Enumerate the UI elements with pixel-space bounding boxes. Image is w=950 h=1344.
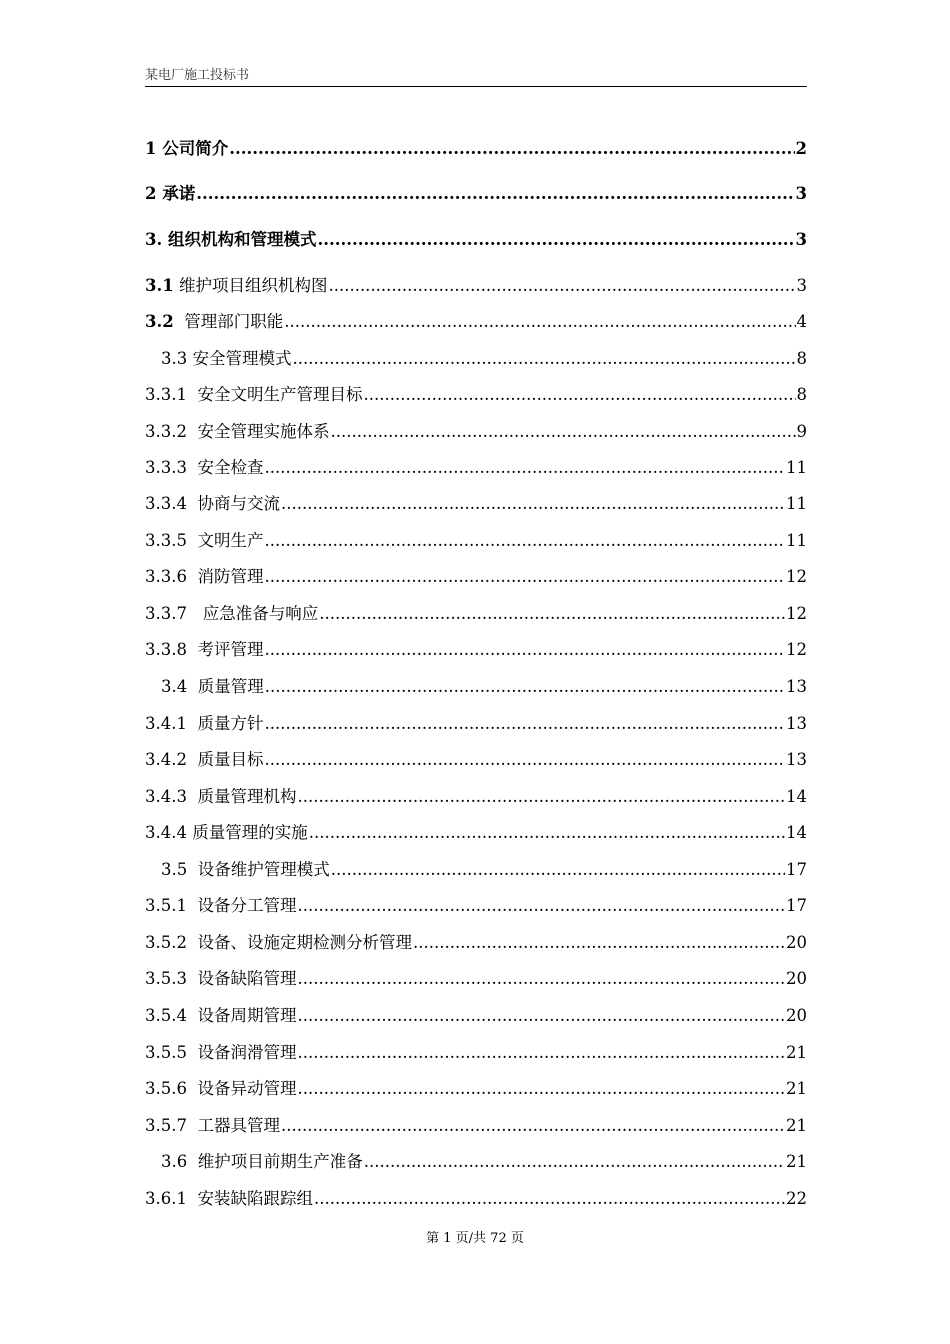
toc-entry-page: 20	[786, 969, 807, 988]
toc-entry[interactable]	[145, 1187, 807, 1211]
toc-entry-page: 8	[796, 349, 807, 368]
toc-entry-page: 20	[786, 933, 807, 952]
toc-entry[interactable]	[145, 383, 807, 407]
toc-dot-leader	[413, 931, 785, 955]
toc-dot-leader	[317, 228, 794, 252]
toc-entry-title: 应急准备与响应	[186, 604, 319, 623]
toc-dot-leader	[264, 748, 785, 772]
toc-entry[interactable]	[145, 492, 807, 516]
toc-entry-number: 2	[145, 184, 157, 203]
toc-dot-leader	[229, 137, 794, 161]
toc-dot-leader	[293, 347, 796, 371]
toc-dot-leader	[297, 1077, 785, 1101]
toc-entry[interactable]	[145, 712, 807, 736]
toc-entry-title: 设备分工管理	[186, 896, 297, 915]
toc-entry-title: 考评管理	[186, 640, 264, 659]
toc-entry[interactable]	[145, 1041, 807, 1065]
toc-entry-number: 3.	[145, 230, 163, 249]
toc-entry-title: 安全管理模式	[187, 349, 292, 368]
toc-entry-title: 组织机构和管理模式	[162, 230, 317, 249]
toc-entry[interactable]	[145, 274, 807, 298]
toc-dot-leader	[264, 456, 785, 480]
toc-dot-leader	[331, 858, 785, 882]
page-header	[145, 66, 807, 87]
toc-dot-leader	[314, 1187, 785, 1211]
toc-dot-leader	[281, 1114, 785, 1138]
toc-entry-page: 11	[786, 458, 807, 477]
toc-entry-title: 设备维护管理模式	[187, 860, 330, 879]
toc-entry-title: 维护项目组织机构图	[173, 276, 328, 295]
toc-entry-title: 质量管理的实施	[186, 823, 308, 842]
toc-entry-title: 质量方针	[186, 714, 264, 733]
toc-entry-title: 承诺	[156, 184, 196, 203]
toc-entry-number: 3.3.7	[145, 604, 187, 623]
toc-entry[interactable]	[145, 931, 807, 955]
toc-entry-title: 质量管理	[187, 677, 264, 696]
toc-entry[interactable]	[145, 858, 807, 882]
toc-entry-page: 22	[786, 1189, 807, 1208]
toc-dot-leader	[364, 1150, 785, 1174]
toc-entry-page: 4	[796, 312, 807, 331]
toc-entry-number: 3.5.7	[145, 1116, 187, 1135]
toc-entry-page: 17	[786, 896, 807, 915]
toc-entry[interactable]	[145, 565, 807, 589]
toc-entry-title: 设备、设施定期检测分析管理	[186, 933, 412, 952]
toc-entry-title: 设备周期管理	[186, 1006, 297, 1025]
toc-entry-page: 11	[786, 531, 807, 550]
toc-entry-number: 3.2	[145, 312, 174, 331]
toc-entry-page: 3	[796, 276, 807, 295]
toc-entry-page: 3	[795, 184, 807, 203]
toc-entry[interactable]	[145, 1150, 807, 1174]
toc-entry-number: 3.1	[145, 276, 174, 295]
toc-entry-number: 3.4.4	[145, 823, 187, 842]
toc-entry[interactable]	[145, 1114, 807, 1138]
toc-dot-leader	[284, 310, 795, 334]
toc-entry-number: 3.3.3	[145, 458, 187, 477]
toc-entry-title: 消防管理	[186, 567, 264, 586]
toc-entry-title: 公司简介	[156, 139, 229, 158]
toc-entry-number: 3.5.4	[145, 1006, 187, 1025]
toc-entry-page: 21	[786, 1152, 807, 1171]
toc-entry[interactable]	[145, 456, 807, 480]
toc-entry-title: 安装缺陷跟踪组	[186, 1189, 313, 1208]
toc-entry-number: 3.5.3	[145, 969, 187, 988]
toc-entry-number: 3.3.6	[145, 567, 187, 586]
toc-entry-number: 3.3.1	[145, 385, 187, 404]
toc-entry-title: 质量管理机构	[186, 787, 297, 806]
toc-entry-page: 11	[786, 494, 807, 513]
toc-dot-leader	[309, 821, 785, 845]
toc-entry[interactable]	[145, 785, 807, 809]
toc-dot-leader	[297, 967, 785, 991]
toc-entry[interactable]	[145, 228, 807, 252]
toc-entry[interactable]	[145, 137, 807, 161]
toc-entry-title: 安全文明生产管理目标	[186, 385, 363, 404]
toc-entry-title: 设备缺陷管理	[186, 969, 297, 988]
toc-dot-leader	[264, 565, 785, 589]
toc-entry-page: 12	[786, 640, 807, 659]
toc-entry-number: 3.5.5	[145, 1043, 187, 1062]
toc-entry-number: 3.4	[161, 677, 188, 696]
toc-entry-page: 13	[786, 714, 807, 733]
toc-entry-number: 3.5.6	[145, 1079, 187, 1098]
toc-entry-page: 21	[786, 1079, 807, 1098]
toc-dot-leader	[297, 785, 785, 809]
toc-entry-page: 9	[796, 422, 807, 441]
toc-entry-page: 3	[795, 230, 807, 249]
toc-entry-title: 协商与交流	[186, 494, 280, 513]
toc-entry-title: 管理部门职能	[173, 312, 284, 331]
toc-entry-number: 3.6.1	[145, 1189, 187, 1208]
toc-entry[interactable]	[145, 1077, 807, 1101]
toc-entry-number: 3.4.1	[145, 714, 187, 733]
toc-entry-page: 21	[786, 1116, 807, 1135]
toc-dot-leader	[297, 894, 785, 918]
toc-dot-leader	[281, 492, 785, 516]
toc-dot-leader	[196, 182, 794, 206]
toc-entry-number: 3.5.2	[145, 933, 187, 952]
toc-entry-number: 3.6	[161, 1152, 188, 1171]
toc-entry-page: 14	[786, 823, 807, 842]
toc-entry-title: 安全管理实施体系	[186, 422, 330, 441]
toc-entry-number: 3.3.5	[145, 531, 187, 550]
toc-entry-number: 3.3.8	[145, 640, 187, 659]
toc-entry-page: 13	[786, 677, 807, 696]
toc-dot-leader	[265, 675, 785, 699]
toc-entry-number: 3.3	[161, 349, 188, 368]
toc-dot-leader	[297, 1041, 785, 1065]
toc-entry-page: 13	[786, 750, 807, 769]
toc-dot-leader	[264, 529, 785, 553]
toc-dot-leader	[363, 383, 795, 407]
toc-entry[interactable]	[145, 602, 807, 626]
toc-entry[interactable]	[145, 821, 807, 845]
page-footer	[0, 1230, 950, 1248]
toc-dot-leader	[264, 712, 785, 736]
toc-entry-page: 12	[786, 604, 807, 623]
toc-entry-page: 14	[786, 787, 807, 806]
toc-entry-title: 设备润滑管理	[186, 1043, 297, 1062]
toc-entry-title: 安全检查	[186, 458, 264, 477]
header-title: 某电厂施工投标书	[145, 68, 250, 83]
toc-entry-number: 3.4.3	[145, 787, 187, 806]
footer-page-number: 第 1 页/共 72 页	[426, 1231, 524, 1246]
toc-entry-page: 21	[786, 1043, 807, 1062]
toc-entry-page: 17	[786, 860, 807, 879]
toc-entry-number: 3.5.1	[145, 896, 187, 915]
toc-entry-page: 8	[796, 385, 807, 404]
toc-entry[interactable]	[145, 894, 807, 918]
toc-dot-leader	[297, 1004, 785, 1028]
toc-entry[interactable]	[145, 967, 807, 991]
toc-entry[interactable]	[145, 347, 807, 371]
toc-entry[interactable]	[145, 529, 807, 553]
toc-entry-number: 3.3.4	[145, 494, 187, 513]
toc-entry[interactable]	[145, 675, 807, 699]
toc-entry-page: 2	[795, 139, 807, 158]
toc-dot-leader	[319, 602, 785, 626]
toc-entry[interactable]	[145, 1004, 807, 1028]
toc-entry[interactable]	[145, 182, 807, 206]
toc-entry-number: 3.3.2	[145, 422, 187, 441]
toc-entry-page: 20	[786, 1006, 807, 1025]
toc-entry[interactable]	[145, 748, 807, 772]
toc-entry-page: 12	[786, 567, 807, 586]
toc-dot-leader	[330, 420, 795, 444]
toc-entry[interactable]	[145, 310, 807, 334]
toc-entry[interactable]	[145, 638, 807, 662]
toc-entry-title: 设备异动管理	[186, 1079, 297, 1098]
toc-entry-title: 维护项目前期生产准备	[187, 1152, 363, 1171]
toc-entry-number: 1	[145, 139, 157, 158]
toc-entry[interactable]	[145, 420, 807, 444]
toc-entry-title: 质量目标	[186, 750, 264, 769]
toc-entry-number: 3.5	[161, 860, 188, 879]
toc-entry-number: 3.4.2	[145, 750, 187, 769]
toc-dot-leader	[328, 274, 795, 298]
toc-dot-leader	[264, 638, 785, 662]
toc-entry-title: 工器具管理	[186, 1116, 280, 1135]
toc-entry-title: 文明生产	[186, 531, 264, 550]
